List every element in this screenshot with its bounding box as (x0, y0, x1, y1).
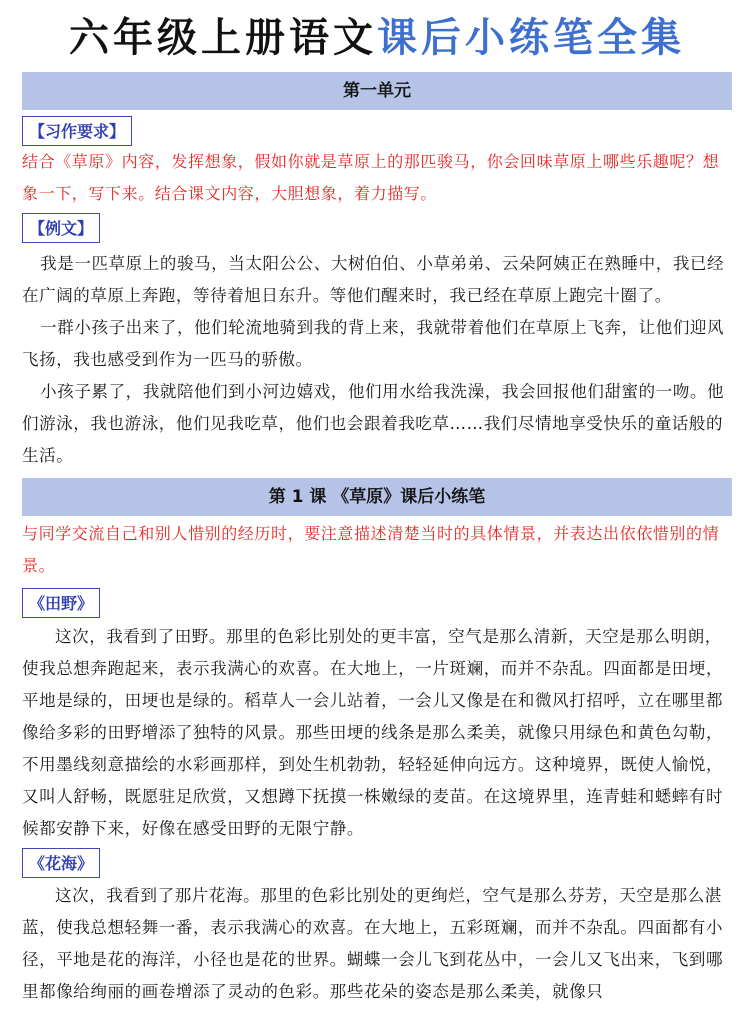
essay-tag-tianye: 《田野》 (22, 588, 100, 618)
example-paragraph-2: 一群小孩子出来了，他们轮流地骑到我的背上来，我就带着他们在草原上飞奔，让他们迎风飞扬，我也感受到作为一匹马的骄傲。 (22, 318, 725, 369)
example-paragraph-3: 小孩子累了，我就陪他们到小河边嬉戏，他们用水给我洗澡，我会回报他们甜蜜的一吻。他们游泳，我也游泳，他们见我吃草，他们也会跟着我吃草……我们尽情地享受快乐的童话般的生活。 (22, 382, 725, 465)
lesson-band: 第 1 课 《草原》课后小练笔 (22, 478, 732, 516)
example-tag: 【例文】 (22, 213, 100, 243)
lesson-instruction: 与同学交流自己和别人惜别的经历时，要注意描述清楚当时的具体情景，并表达出依依惜别的情景。 (22, 524, 720, 575)
essay-tag-huahai: 《花海》 (22, 848, 100, 878)
requirement-tag: 【习作要求】 (22, 116, 132, 146)
essay-text-huahai: 这次，我看到了那片花海。那里的色彩比别处的更绚烂，空气是那么芬芳，天空是那么湛蓝，使我总想轻舞一番，表示我满心的欢喜。在大地上，五彩斑斓，而并不杂乱。四面都有小径，平地是花的海洋，小径也是花的世界。蝴蝶一会儿飞到花丛中，一会儿又飞出来，飞到哪里都像给绚丽的画卷增添了灵动的色彩。那些花朵的姿态是那么柔美，就像只 (22, 886, 724, 1001)
example-paragraph-1: 我是一匹草原上的骏马，当太阳公公、大树伯伯、小草弟弟、云朵阿姨正在熟睡中，我已经在广阔的草原上奔跑，等待着旭日东升。等他们醒来时，我已经在草原上跑完十圈了。 (22, 254, 725, 305)
unit-band: 第一单元 (22, 72, 732, 110)
page-title (0, 10, 754, 66)
title-part-blue: 课后小练笔全集 (377, 15, 685, 61)
requirement-text: 结合《草原》内容，发挥想象，假如你就是草原上的那匹骏马，你会回味草原上哪些乐趣呢？想象一下，写下来。结合课文内容，大胆想象，着力描写。 (22, 152, 720, 203)
essay-text-tianye: 这次，我看到了田野。那里的色彩比别处的更丰富，空气是那么清新，天空是那么明朗，使我总想奔跑起来，表示我满心的欢喜。在大地上，一片斑斓，而并不杂乱。四面都是田埂，平地是绿的，田埂也是绿的。稻草人一会儿站着，一会儿又像是在和微风打招呼，立在哪里都像给多彩的田野增添了独特的风景。那些田埂的线条是那么柔美，就像只用绿色和黄色勾勒，不用墨线刻意描绘的水彩画那样，到处生机勃勃，轻轻延伸向远方。这种境界，既使人愉悦，又叫人舒畅，既愿驻足欣赏，又想蹲下抚摸一株嫩绿的麦苗。在这境界里，连青蛙和蟋蟀有时候都安静下来，好像在感受田野的无限宁静。 (22, 627, 724, 838)
title-part-black: 六年级上册语文 (69, 15, 377, 61)
